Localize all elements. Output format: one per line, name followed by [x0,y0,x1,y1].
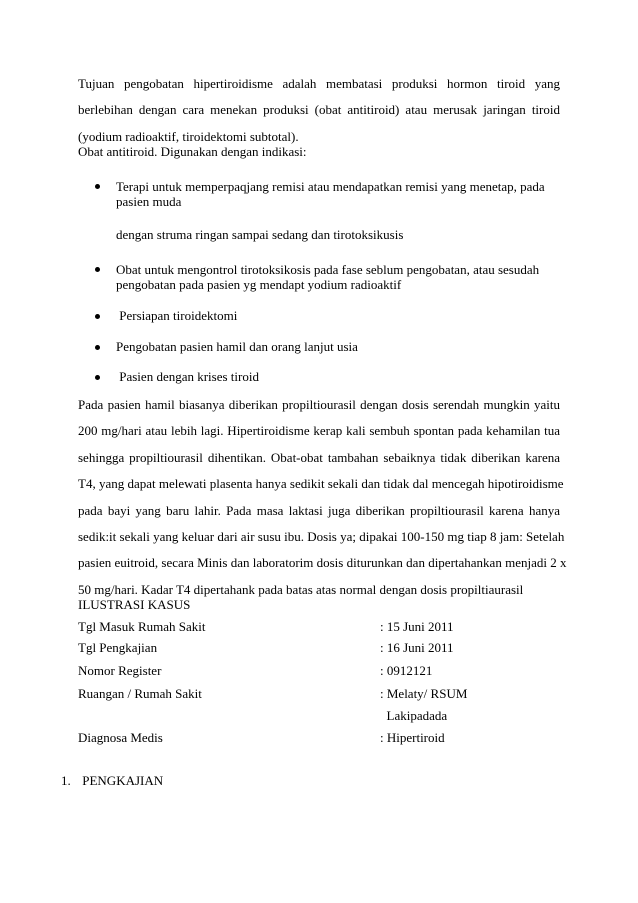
paragraph-line: 50 mg/hari. Kadar T4 dipertahank pada batas atas normal dengan dosis propiltiaurasil [78,581,524,597]
bullet-text: pengobatan pada pasien yg mendapt yodium radioaktif [116,277,402,292]
bullet-continuation [116,227,546,242]
bullet-item [116,369,546,384]
pregnancy-paragraph [78,392,567,603]
section-title: PENGKAJIAN [82,773,164,788]
bullet-icon [95,345,100,350]
bullet-text: Pengobatan pasien hamil dan orang lanjut usia [116,339,358,354]
bullet-text: dengan struma ringan sampai sedang dan tirotoksikusis [116,227,404,242]
bullet-text: Pasien dengan krises tiroid [116,369,259,384]
case-value: Lakipadada [380,708,448,723]
bullet-item [116,308,546,323]
paragraph-line: T4, yang dapat melewati plasenta hanya sedikit sekali dan tidak dal mencegah hipotiroidisme [78,476,564,492]
case-value: : 16 Juni 2011 [380,640,454,655]
intro-paragraph [78,71,560,150]
bullet-item [116,339,546,354]
bullet-item [116,179,546,209]
paragraph-line: 200 mg/hari atau lebih lagi. Hipertiroidisme kerap kali sembuh spontan pada kehamilan tua [78,423,560,439]
bullet-icon [95,314,100,319]
case-row [78,729,558,747]
case-row [78,685,558,703]
case-label: Nomor Register [78,663,162,678]
case-row [78,639,558,657]
paragraph-line: Tujuan pengobatan hipertiroidisme adalah membatasi produksi hormon tiroid yang [78,76,560,91]
section-heading [61,772,163,790]
bullet-text: pasien muda [116,194,182,209]
bullet-text: Terapi untuk memperpaqjang remisi atau mendapatkan remisi yang menetap, pada [116,179,545,194]
bullet-icon [95,375,100,380]
bullet-item [116,262,546,292]
antitiroid-heading: Obat antitiroid. Digunakan dengan indikasi: [78,144,307,159]
case-value: : Hipertiroid [380,730,445,745]
case-label: Diagnosa Medis [78,730,163,745]
case-label: Tgl Pengkajian [78,640,158,655]
bullet-text: Persiapan tiroidektomi [116,308,238,323]
paragraph-line: berlebihan dengan cara menekan produksi (obat antitiroid) atau merusak jaringan tiroid [78,102,560,118]
case-value: : Melaty/ RSUM [380,686,468,701]
case-label: Ruangan / Rumah Sakit [78,686,202,701]
paragraph-line: (yodium radioaktif, tiroidektomi subtotal). [78,128,299,144]
case-value: : 15 Juni 2011 [380,619,454,634]
case-value: : 0912121 [380,663,433,678]
paragraph-line: sehingga propiltiourasil dihentikan. Obat-obat tambahan sebaiknya tidak diberikan karena [78,449,560,465]
case-title: ILUSTRASI KASUS [78,597,191,612]
case-label: Tgl Masuk Rumah Sakit [78,619,206,634]
paragraph-line: Pada pasien hamil biasanya diberikan propiltiourasil dengan dosis serendah mungkin yaitu [78,397,560,412]
section-number: 1. [61,773,71,788]
case-row [78,662,558,680]
paragraph-line: sedik:it sekali yang keluar dari air susu ibu. Dosis ya; dipakai 100-150 mg tiap 8 jam: Setelah [78,528,565,544]
paragraph-line: pasien euitroid, secara Minis dan laboratorim dosis diturunkan dan dipertahankan menjadi 2 x [78,555,567,571]
case-row [78,618,558,636]
bullet-icon [95,267,100,272]
case-row [78,707,558,725]
paragraph-line: pada bayi yang baru lahir. Pada masa laktasi juga diberikan propiltiourasil karena hanya [78,502,560,518]
bullet-icon [95,184,100,189]
bullet-text: Obat untuk mengontrol tirotoksikosis pada fase seblum pengobatan, atau sesudah [116,262,540,277]
